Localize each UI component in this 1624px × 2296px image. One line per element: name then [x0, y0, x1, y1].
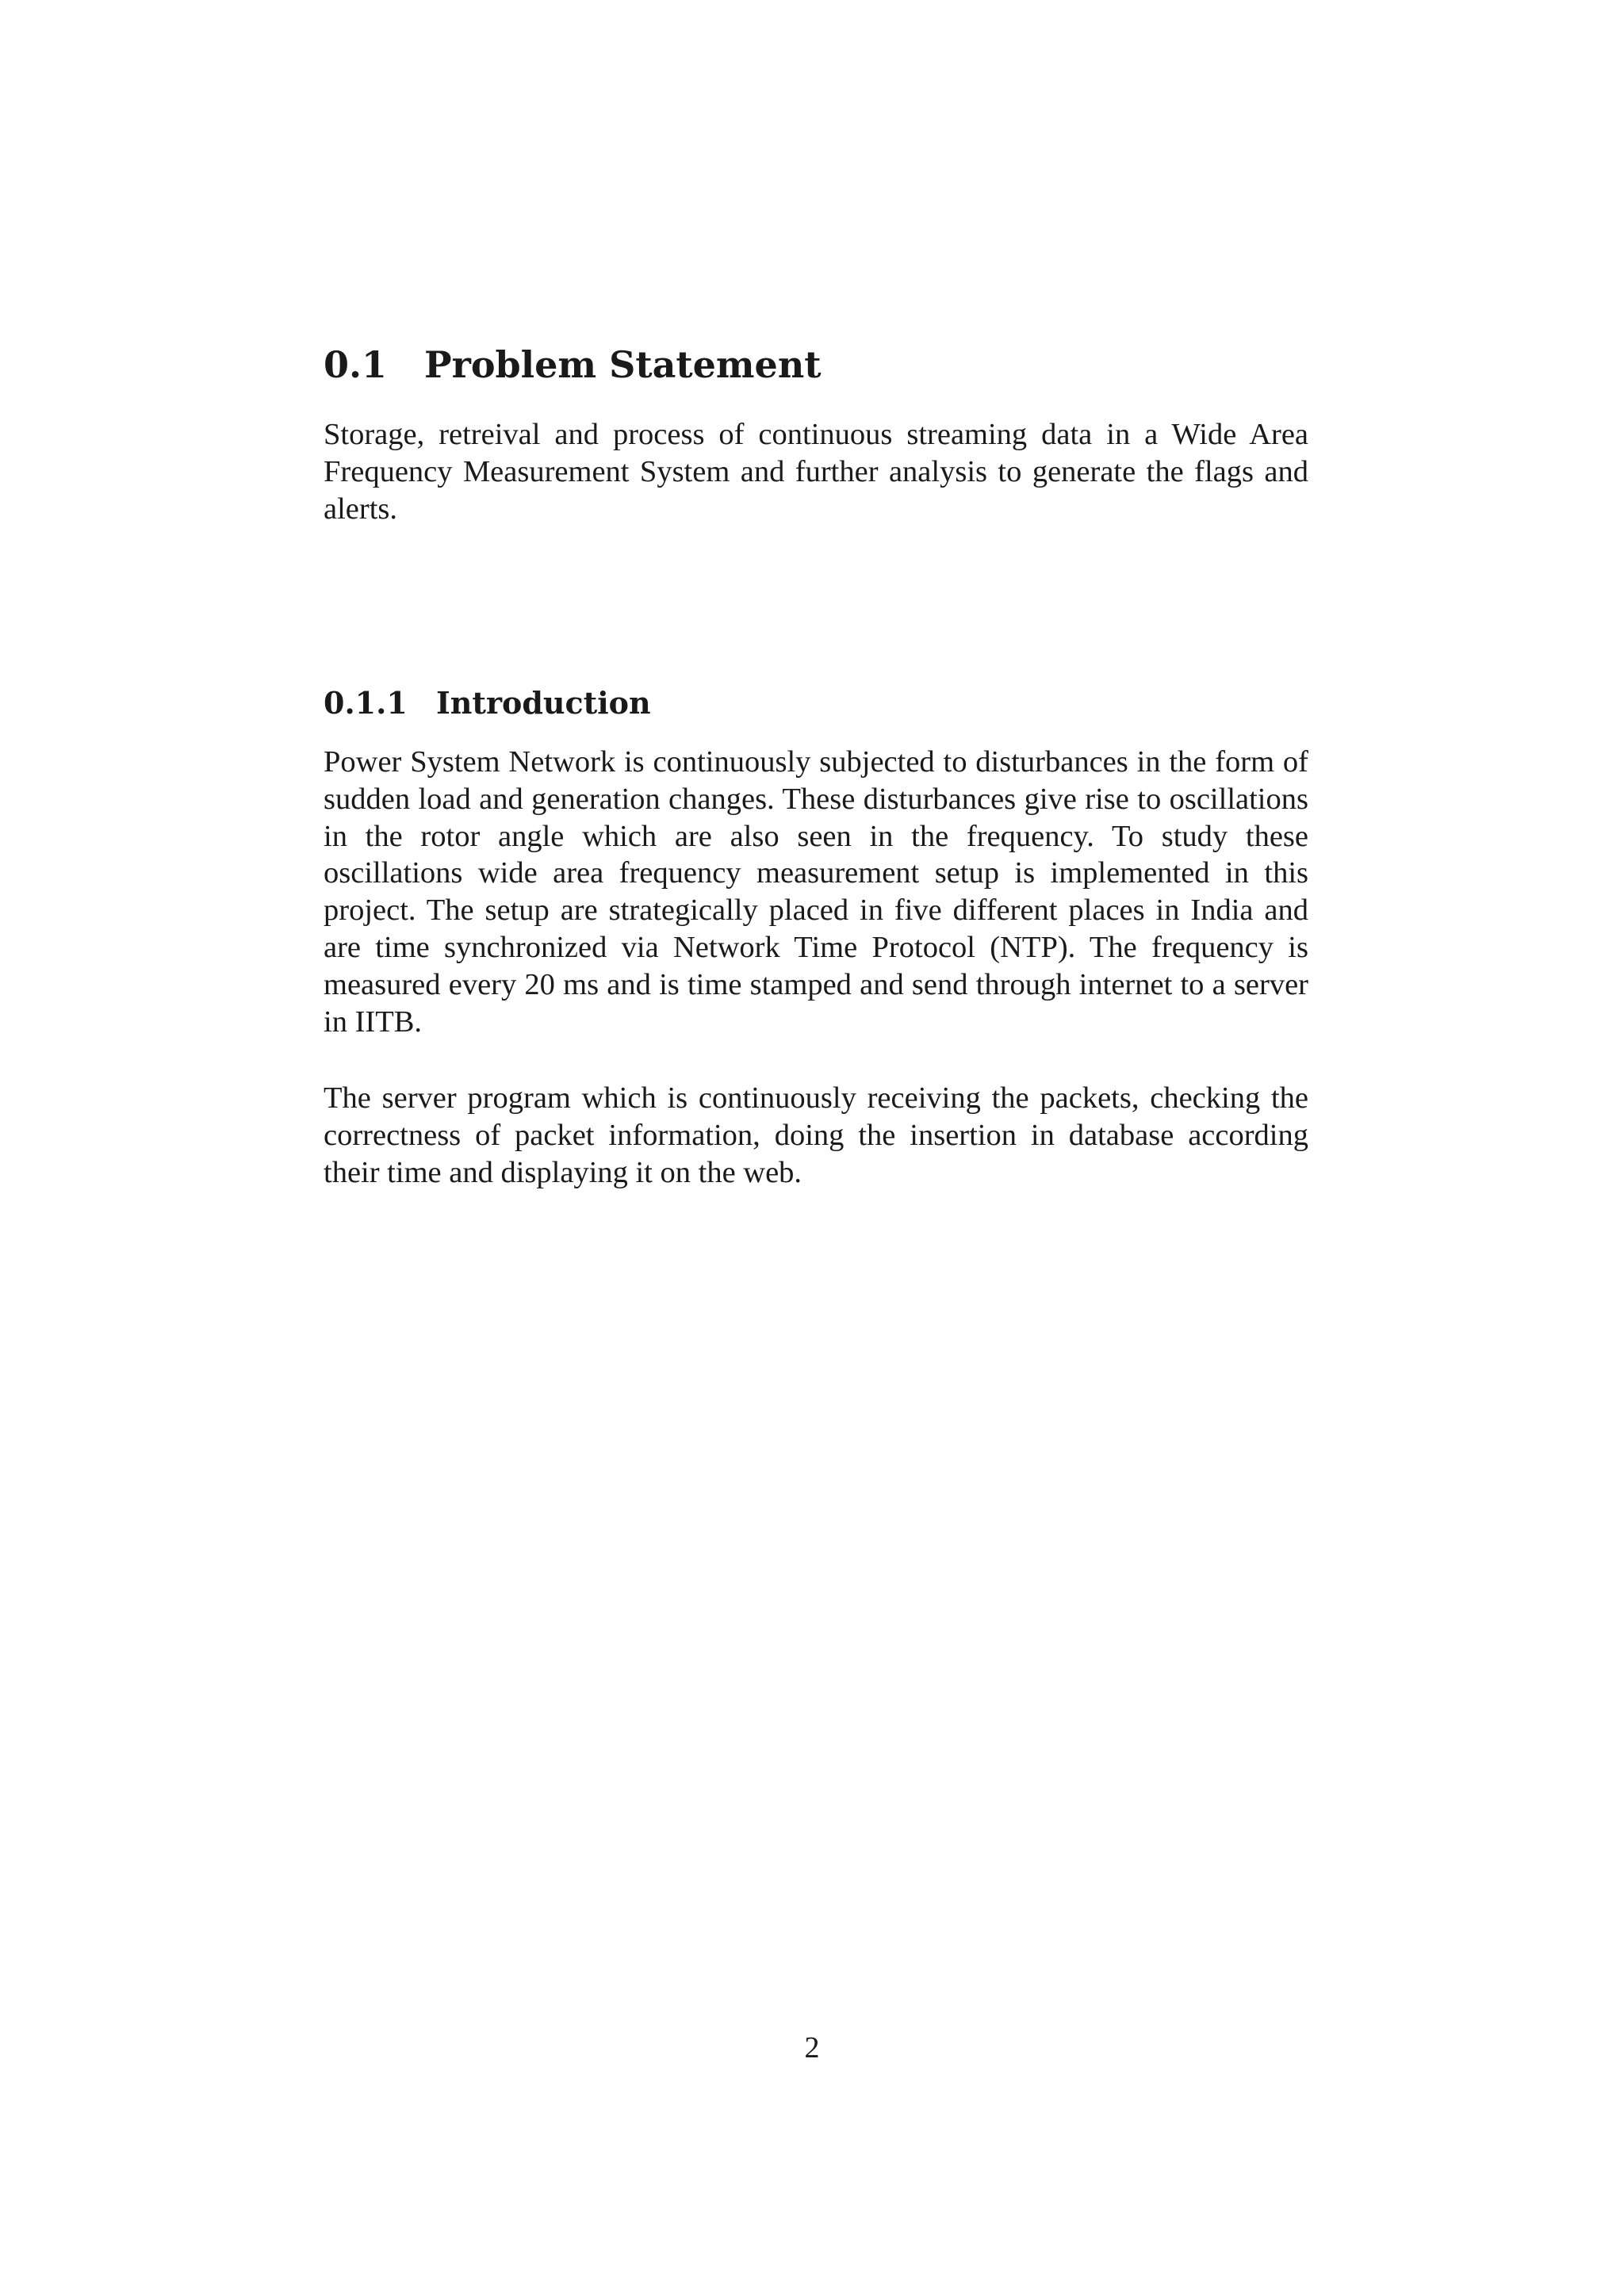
subsection-number: 0.1.1	[324, 685, 408, 721]
subsection-title: Introduction	[436, 685, 651, 721]
page-number: 2	[804, 2031, 820, 2064]
subsection-heading	[324, 683, 651, 723]
server-program-paragraph: The server program which is continuously receiving the packets, checking the correctness of packet information, doing the insertion in database according their time and displaying it on the web.	[324, 1081, 1308, 1189]
introduction-paragraph: Power System Network is continuously subjected to disturbances in the form of sudden load and generation changes. These disturbances give rise to oscillations in the rotor angle which are also seen in the frequency. To study these oscillations wide area frequency measurement setup is implemented in this project. The setup are strategically placed in five different places in India and are time synchronized via Network Time Protocol (NTP). The frequency is measured every 20 ms and is time stamped and send through internet to a server in IITB.	[324, 745, 1308, 1039]
section-heading	[324, 341, 822, 388]
section-title: Problem Statement	[424, 343, 822, 386]
section-number: 0.1	[324, 343, 388, 386]
problem-statement-paragraph: Storage, retreival and process of continuous streaming data in a Wide Area Frequency Measurement System and further analysis to generate the flags and alerts.	[324, 418, 1308, 526]
